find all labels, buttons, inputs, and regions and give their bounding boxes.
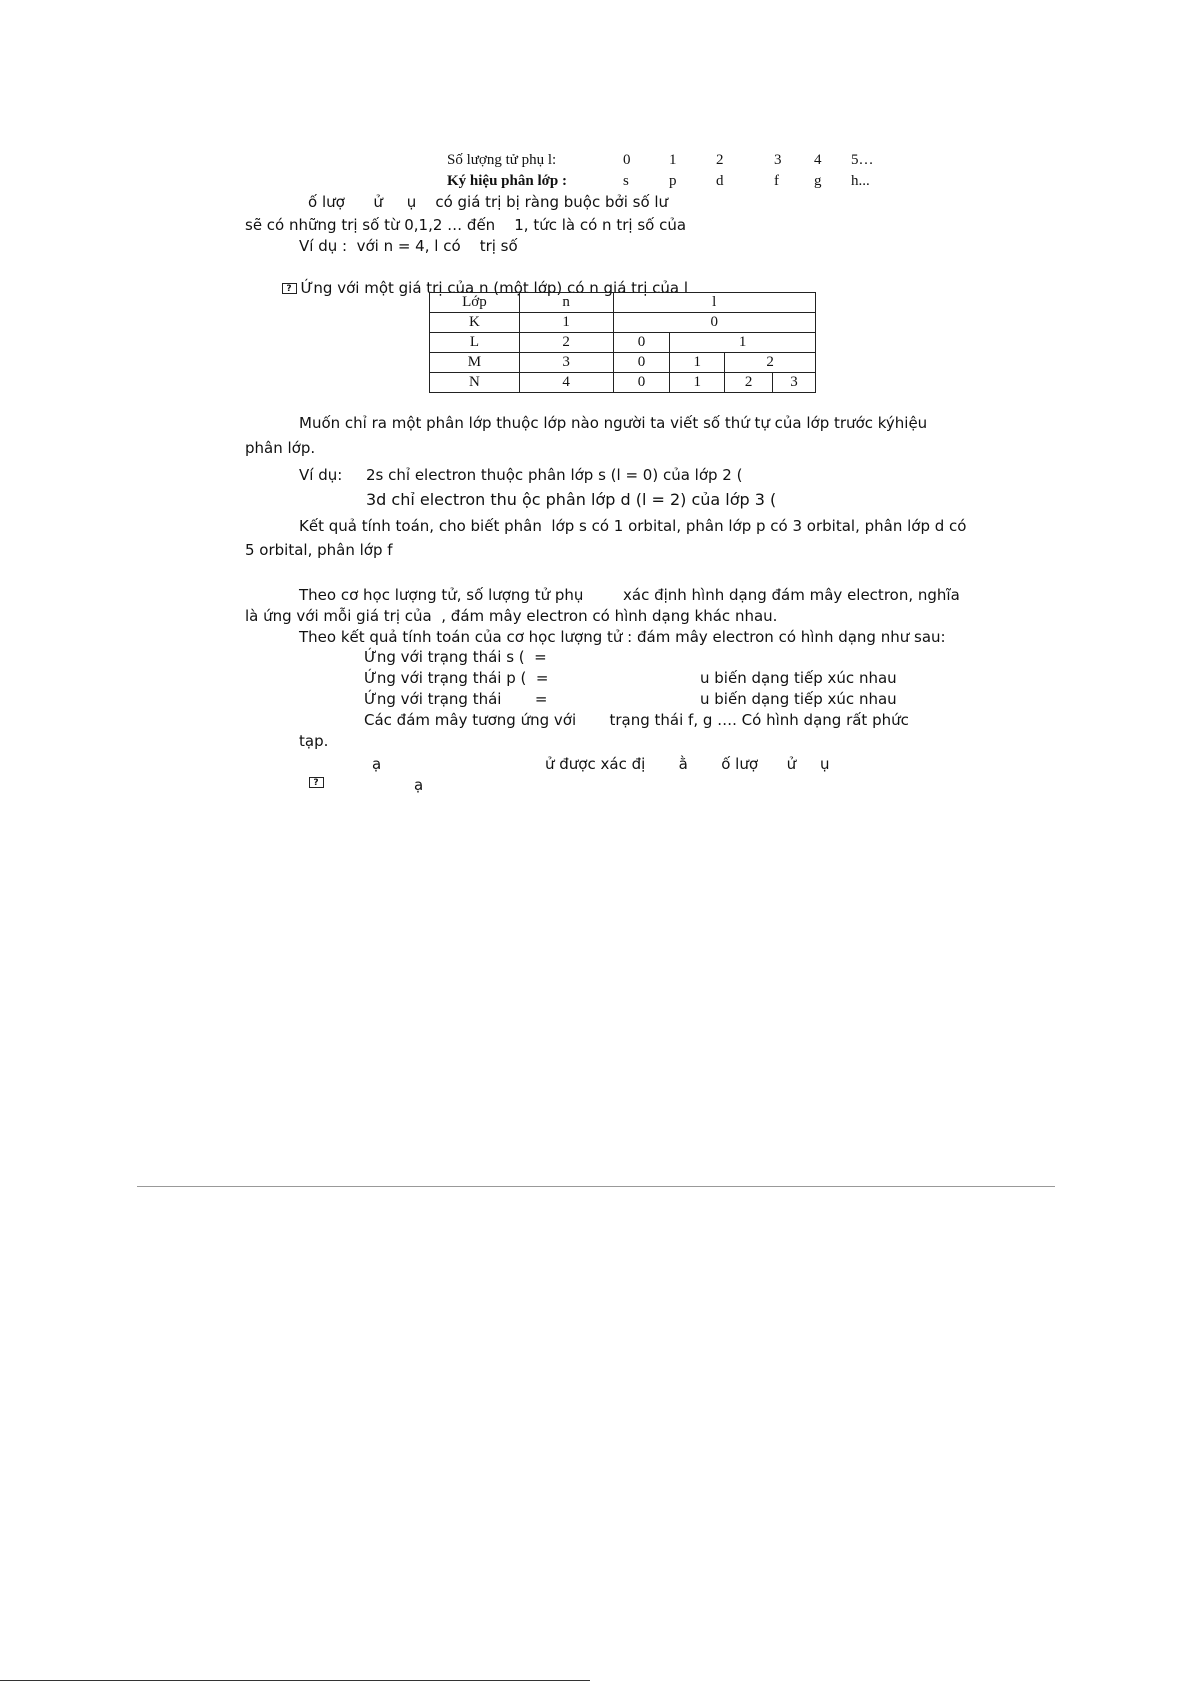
example-label: Ví dụ:: [299, 466, 343, 484]
row-subshell-symbol: [447, 171, 874, 192]
cell-shell: N: [430, 373, 520, 393]
header-shell: Lớp: [430, 293, 520, 313]
footnote-rule: [0, 1680, 590, 1681]
cell-l: 2: [725, 373, 773, 393]
subshell-symbol: p: [669, 173, 677, 189]
cell-n: 4: [519, 373, 613, 393]
summary-line: [299, 755, 328, 791]
cell-l: 2: [725, 353, 816, 373]
state-p-b: u biến dạng tiếp xúc nhau: [700, 669, 897, 687]
question-box-icon: ?: [309, 777, 324, 788]
cell-shell: K: [430, 313, 520, 333]
cell-l: 1: [670, 333, 816, 353]
l-value: 4: [814, 152, 822, 168]
para4-line2: là ứng với mỗi giá trị của , đám mây electron có hình dạng khác nhau.: [245, 607, 778, 625]
l-value: 3: [774, 152, 782, 168]
table-row: [430, 353, 816, 373]
para2-line1: Muốn chỉ ra một phân lớp thuộc lớp nào người ta viết số thứ tự của lớp trước kýhiệu: [299, 414, 928, 432]
para3-line1: Kết quả tính toán, cho biết phân lớp s có 1 orbital, phân lớp p có 3 orbital, phân lớp d có: [299, 517, 967, 535]
l-value: 0: [623, 152, 631, 168]
subshell-symbol: s: [623, 173, 629, 189]
cell-shell: M: [430, 353, 520, 373]
subshell-symbol: h...: [851, 173, 870, 189]
subshell-symbol: d: [716, 173, 724, 189]
header-n: n: [519, 293, 613, 313]
table-row: [430, 333, 816, 353]
subshell-symbol: f: [774, 173, 779, 189]
subshell-symbol: g: [814, 173, 822, 189]
table-header-row: [430, 293, 816, 313]
cell-l: 0: [613, 313, 815, 333]
l-value: 1: [669, 152, 677, 168]
l-value: 5…: [851, 152, 874, 168]
para4-line1a: Theo cơ học lượng tử, số lượng tử phụ: [299, 586, 584, 604]
table-row: [430, 373, 816, 393]
para4-line1b: xác định hình dạng đám mây electron, nghĩa: [623, 586, 960, 604]
para1-line4: Ứng với một giá trị của n (một lớp) có n giá trị của l: [300, 279, 689, 297]
row1-label: Số lượng tử phụ l:: [447, 152, 557, 168]
para1-line2: sẽ có những trị số từ 0,1,2 … đến 1, tức là có n trị số của: [245, 216, 687, 234]
cell-l: 3: [773, 373, 816, 393]
state-d-b: u biến dạng tiếp xúc nhau: [700, 690, 897, 708]
section-divider: [137, 1186, 1055, 1187]
cell-l: 0: [613, 353, 670, 373]
cell-l: 0: [613, 373, 670, 393]
cell-n: 2: [519, 333, 613, 353]
table-row: [430, 313, 816, 333]
shell-table: [429, 292, 816, 393]
para1-line1: ố lượ ử ụ có giá trị bị ràng buộc bởi số lư: [308, 193, 669, 211]
cell-l: 0: [613, 333, 670, 353]
row2-label: Ký hiệu phân lớp :: [447, 173, 568, 189]
state-s: Ứng với trạng thái s ( =: [364, 648, 547, 666]
cell-n: 3: [519, 353, 613, 373]
question-box-icon: ?: [282, 283, 297, 294]
summary-c: ạ: [414, 776, 424, 794]
header-l: l: [613, 293, 815, 313]
cell-n: 1: [519, 313, 613, 333]
l-value: 2: [716, 152, 724, 168]
others-b: tạp.: [299, 732, 329, 750]
summary-a: ạ: [372, 755, 382, 773]
state-d-a: Ứng với trạng thái =: [364, 690, 548, 708]
summary-b: ử được xác đị ằ ố lượ ử ụ: [545, 755, 830, 773]
example1: 2s chỉ electron thuộc phân lớp s (l = 0) của lớp 2 (: [366, 466, 743, 484]
cell-l: 1: [670, 353, 725, 373]
state-p-a: Ứng với trạng thái p ( =: [364, 669, 549, 687]
row-quantum-number: [447, 150, 874, 171]
para2-line2: phân lớp.: [245, 439, 316, 457]
para4-line3: Theo kết quả tính toán của cơ học lượng tử : đám mây electron có hình dạng như sau:: [299, 628, 946, 646]
cell-shell: L: [430, 333, 520, 353]
example2: 3d chỉ electron thu ộc phân lớp d (l = 2) của lớp 3 (: [366, 490, 777, 509]
para1-line3: Ví dụ : với n = 4, l có trị số: [299, 237, 518, 255]
para3-line2: 5 orbital, phân lớp f: [245, 541, 393, 559]
others-a: Các đám mây tương ứng với trạng thái f, g …. Có hình dạng rất phức: [364, 711, 909, 729]
cell-l: 1: [670, 373, 725, 393]
